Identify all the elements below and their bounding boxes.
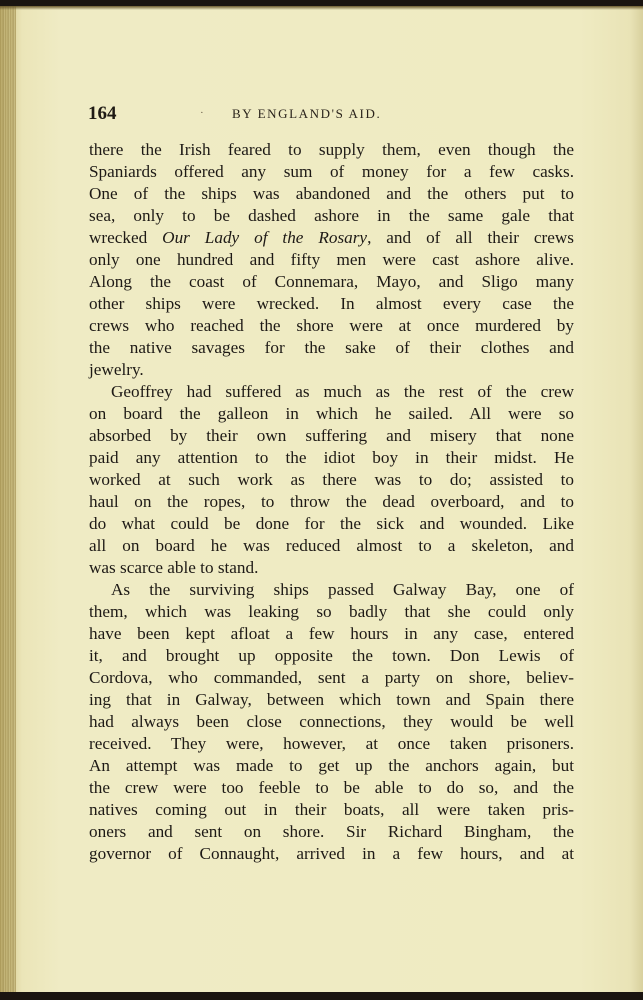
- text-line: Geoffrey had suffered as much as the rest of the crew: [111, 382, 574, 401]
- text-line: jewelry.: [89, 360, 144, 379]
- text-line: absorbed by their own suffering and misery that none: [89, 426, 574, 445]
- body-text: [89, 139, 574, 865]
- text-line: other ships were wrecked. In almost every case the: [89, 294, 574, 313]
- text-line: governor of Connaught, arrived in a few hours, and at: [89, 844, 574, 863]
- text-line: Spaniards offered any sum of money for a few casks.: [89, 162, 574, 181]
- page-binding: [0, 6, 16, 992]
- text-line: had always been close connections, they would be well: [89, 712, 574, 731]
- text-line: only one hundred and fifty men were cast ashore alive.: [89, 250, 574, 269]
- header-separator-dot: ·: [200, 107, 204, 119]
- text-line: there the Irish feared to supply them, even though the: [89, 140, 574, 159]
- text-line: the crew were too feeble to be able to do so, and the: [89, 778, 574, 797]
- text-line: it, and brought up opposite the town. Don Lewis of: [89, 646, 574, 665]
- text-line: them, which was leaking so badly that she could only: [89, 602, 574, 621]
- text-line: all on board he was reduced almost to a skeleton, and: [89, 536, 574, 555]
- text-line: the native savages for the sake of their clothes and: [89, 338, 574, 357]
- text-line: worked at such work as there was to do; assisted to: [89, 470, 574, 489]
- text-line: on board the galleon in which he sailed. All were so: [89, 404, 574, 423]
- page-number: 164: [88, 103, 117, 124]
- text-line: do what could be done for the sick and wounded. Like: [89, 514, 574, 533]
- book-page: [0, 6, 643, 992]
- text-line: was scarce able to stand.: [89, 558, 259, 577]
- page-header: [88, 103, 574, 127]
- ship-name-italic: Our Lady of the Rosary: [162, 228, 368, 247]
- page-top-edge: [0, 6, 643, 10]
- page-bottom-edge: [0, 992, 643, 1000]
- text-line: sea, only to be dashed ashore in the same gale that: [89, 206, 574, 225]
- text-line: haul on the ropes, to throw the dead overboard, and to: [89, 492, 574, 511]
- text-line: wrecked Our Lady of the Rosary, and of all their crews: [89, 228, 574, 247]
- text-line: ing that in Galway, between which town and Spain there: [89, 690, 574, 709]
- text-line: Along the coast of Connemara, Mayo, and Sligo many: [89, 272, 574, 291]
- text-line: An attempt was made to get up the anchors again, but: [89, 756, 574, 775]
- text-line: As the surviving ships passed Galway Bay, one of: [111, 580, 574, 599]
- text-line: paid any attention to the idiot boy in their midst. He: [89, 448, 574, 467]
- text-line: natives coming out in their boats, all were taken pris-: [89, 800, 574, 819]
- text-line: have been kept afloat a few hours in any case, entered: [89, 624, 574, 643]
- text-line: oners and sent on shore. Sir Richard Bingham, the: [89, 822, 574, 841]
- text-line: received. They were, however, at once taken prisoners.: [89, 734, 574, 753]
- text-line: One of the ships was abandoned and the others put to: [89, 184, 574, 203]
- running-title: BY ENGLAND'S AID.: [232, 106, 382, 121]
- text-line: Cordova, who commanded, sent a party on shore, believ-: [89, 668, 574, 687]
- text-line: crews who reached the shore were at once murdered by: [89, 316, 574, 335]
